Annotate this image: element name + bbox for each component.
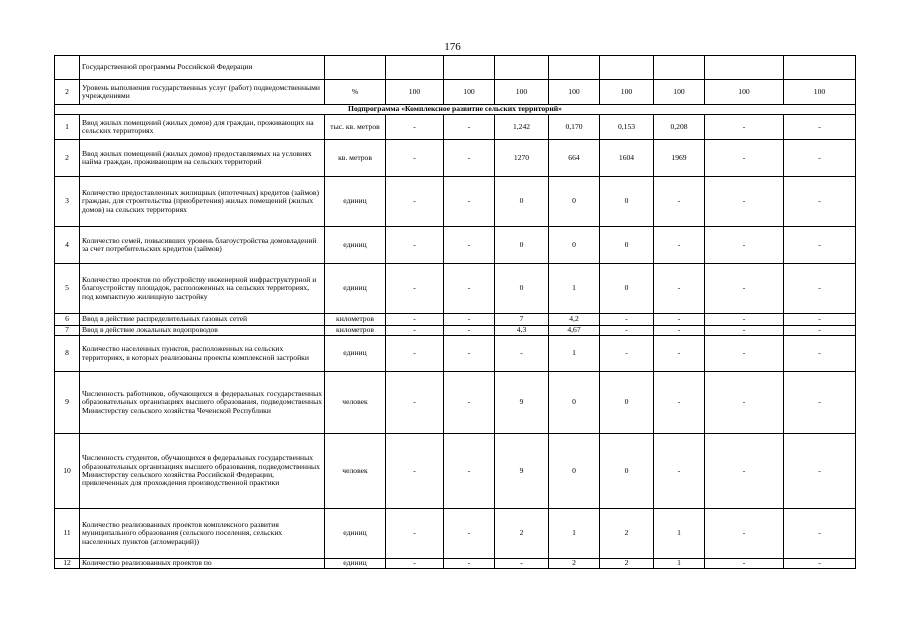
value-cell: - <box>386 140 444 177</box>
table-row <box>55 372 856 434</box>
row-number: 7 <box>55 326 80 336</box>
value-cell: - <box>654 177 705 227</box>
table-row <box>55 509 856 559</box>
value-cell: - <box>705 177 784 227</box>
table-row <box>55 264 856 314</box>
section-title: Подпрограмма «Комплексное развитие сельских территорий» <box>55 105 856 115</box>
row-number: 2 <box>55 80 80 105</box>
value-cell: 0 <box>600 227 654 264</box>
value-cell: - <box>705 140 784 177</box>
value-cell: - <box>444 336 495 372</box>
value-cell: - <box>386 115 444 140</box>
value-cell: 0 <box>549 372 600 434</box>
value-cell: - <box>654 372 705 434</box>
row-number: 12 <box>55 559 80 569</box>
value-cell: - <box>784 177 856 227</box>
table-row <box>55 56 856 80</box>
value-cell <box>444 56 495 80</box>
value-cell: 1604 <box>600 140 654 177</box>
value-cell: - <box>784 314 856 326</box>
value-cell <box>654 56 705 80</box>
indicator-name: Ввод жилых помещений (жилых домов) для граждан, проживающих на сельских территориях <box>80 115 325 140</box>
row-number: 9 <box>55 372 80 434</box>
value-cell: 2 <box>549 559 600 569</box>
value-cell: 100 <box>444 80 495 105</box>
value-cell: 1270 <box>495 140 549 177</box>
table-row <box>55 314 856 326</box>
value-cell: - <box>705 336 784 372</box>
value-cell: 0 <box>549 177 600 227</box>
value-cell <box>495 56 549 80</box>
value-cell: 664 <box>549 140 600 177</box>
value-cell: - <box>784 227 856 264</box>
indicator-name: Численность работников, обучающихся в федеральных государственных образовательных организациях высшего образования, подведомственных Министерству сельского хозяйства Чеченской Республики <box>80 372 325 434</box>
value-cell: - <box>705 434 784 509</box>
value-cell: - <box>784 115 856 140</box>
indicator-name: Количество семей, повысивших уровень благоустройства домовладений за счет потребительских кредитов (займов) <box>80 227 325 264</box>
value-cell: 0,208 <box>654 115 705 140</box>
value-cell: 100 <box>784 80 856 105</box>
value-cell: 4,67 <box>549 326 600 336</box>
value-cell: - <box>444 140 495 177</box>
value-cell: 2 <box>600 509 654 559</box>
indicators-table <box>54 55 856 569</box>
table-row <box>55 227 856 264</box>
indicator-name: Количество реализованных проектов по <box>80 559 325 569</box>
table-row <box>55 559 856 569</box>
value-cell: 1 <box>549 336 600 372</box>
table-row <box>55 140 856 177</box>
value-cell: - <box>600 326 654 336</box>
value-cell: 100 <box>705 80 784 105</box>
value-cell: 100 <box>600 80 654 105</box>
value-cell: - <box>654 264 705 314</box>
value-cell: 0,170 <box>549 115 600 140</box>
value-cell: - <box>705 314 784 326</box>
value-cell: - <box>784 336 856 372</box>
value-cell: - <box>444 115 495 140</box>
value-cell: - <box>386 372 444 434</box>
value-cell: - <box>444 559 495 569</box>
value-cell: 0 <box>495 227 549 264</box>
indicator-name: Численность студентов, обучающихся в федеральных государственных образовательных организациях высшего образования, подведомственных Министерству сельского хозяйства Российской Федерации, привлеченных для прохождения производственной практики <box>80 434 325 509</box>
value-cell: - <box>654 434 705 509</box>
value-cell: - <box>705 264 784 314</box>
value-cell: - <box>654 336 705 372</box>
table-row <box>55 326 856 336</box>
indicator-name: Количество проектов по обустройству инженерной инфраструктурной и благоустройству площадок, расположенных на сельских территориях, под компактную жилищную застройку <box>80 264 325 314</box>
table-row <box>55 177 856 227</box>
section-header-row <box>55 105 856 115</box>
unit-cell: километров <box>325 326 386 336</box>
value-cell: - <box>705 372 784 434</box>
indicator-name: Ввод в действие локальных водопроводов <box>80 326 325 336</box>
value-cell: - <box>495 559 549 569</box>
value-cell <box>600 56 654 80</box>
value-cell: - <box>654 326 705 336</box>
indicator-name: Количество реализованных проектов комплексного развития муниципального образования (сельского поселения, сельских населенных пунктов (агломераций)) <box>80 509 325 559</box>
unit-cell: единиц <box>325 336 386 372</box>
unit-cell: человек <box>325 372 386 434</box>
row-number: 6 <box>55 314 80 326</box>
value-cell: - <box>784 326 856 336</box>
value-cell: - <box>654 227 705 264</box>
value-cell: 0 <box>600 372 654 434</box>
value-cell: 0 <box>549 227 600 264</box>
value-cell: - <box>705 326 784 336</box>
value-cell: - <box>444 264 495 314</box>
page-number: 176 <box>444 41 461 53</box>
table-row <box>55 336 856 372</box>
indicator-name: Количество населенных пунктов, расположенных на сельских территориях, в которых реализованы проекты комплексной застройки <box>80 336 325 372</box>
value-cell <box>705 56 784 80</box>
value-cell: - <box>444 326 495 336</box>
value-cell: - <box>386 177 444 227</box>
indicator-name: Уровень выполнения государственных услуг (работ) подведомственными учреждениями <box>80 80 325 105</box>
row-number: 1 <box>55 115 80 140</box>
row-number: 2 <box>55 140 80 177</box>
value-cell: 100 <box>654 80 705 105</box>
value-cell: 0 <box>600 434 654 509</box>
value-cell: 0 <box>600 177 654 227</box>
value-cell: 0,153 <box>600 115 654 140</box>
value-cell: 1 <box>654 559 705 569</box>
unit-cell <box>325 56 386 80</box>
unit-cell: единиц <box>325 559 386 569</box>
value-cell: - <box>784 140 856 177</box>
value-cell: - <box>705 227 784 264</box>
table-row <box>55 80 856 105</box>
value-cell: - <box>444 509 495 559</box>
value-cell: 9 <box>495 434 549 509</box>
unit-cell: единиц <box>325 227 386 264</box>
value-cell: - <box>444 314 495 326</box>
unit-cell: кв. метров <box>325 140 386 177</box>
row-number: 4 <box>55 227 80 264</box>
value-cell: - <box>386 336 444 372</box>
value-cell <box>386 56 444 80</box>
value-cell: 1 <box>549 509 600 559</box>
unit-cell: % <box>325 80 386 105</box>
value-cell <box>549 56 600 80</box>
value-cell: - <box>784 372 856 434</box>
value-cell: 4,3 <box>495 326 549 336</box>
table-row <box>55 434 856 509</box>
row-number: 11 <box>55 509 80 559</box>
value-cell: - <box>784 559 856 569</box>
unit-cell: единиц <box>325 509 386 559</box>
row-number: 3 <box>55 177 80 227</box>
indicator-name: Государственной программы Российской Федерации <box>80 56 325 80</box>
value-cell: 100 <box>386 80 444 105</box>
value-cell: 1 <box>654 509 705 559</box>
value-cell: - <box>784 434 856 509</box>
value-cell: 100 <box>495 80 549 105</box>
value-cell: 100 <box>549 80 600 105</box>
value-cell: - <box>600 314 654 326</box>
value-cell: 0 <box>495 264 549 314</box>
value-cell: 0 <box>549 434 600 509</box>
value-cell: - <box>705 115 784 140</box>
indicator-name: Ввод жилых помещений (жилых домов) предоставляемых на условиях найма граждан, проживающим на сельских территорий <box>80 140 325 177</box>
unit-cell: тыс. кв. метров <box>325 115 386 140</box>
value-cell: - <box>784 509 856 559</box>
value-cell: - <box>386 264 444 314</box>
value-cell: - <box>705 559 784 569</box>
unit-cell: единиц <box>325 264 386 314</box>
value-cell: 2 <box>495 509 549 559</box>
unit-cell: человек <box>325 434 386 509</box>
value-cell: 0 <box>600 264 654 314</box>
value-cell: - <box>444 177 495 227</box>
value-cell: - <box>386 559 444 569</box>
row-number: 8 <box>55 336 80 372</box>
value-cell: 1969 <box>654 140 705 177</box>
row-number <box>55 56 80 80</box>
value-cell: - <box>654 314 705 326</box>
value-cell: 1,242 <box>495 115 549 140</box>
unit-cell: километров <box>325 314 386 326</box>
value-cell: 9 <box>495 372 549 434</box>
value-cell: - <box>784 264 856 314</box>
value-cell: - <box>444 372 495 434</box>
value-cell: - <box>444 434 495 509</box>
value-cell: 2 <box>600 559 654 569</box>
value-cell: - <box>386 314 444 326</box>
row-number: 5 <box>55 264 80 314</box>
value-cell: - <box>386 509 444 559</box>
value-cell <box>784 56 856 80</box>
value-cell: - <box>386 434 444 509</box>
value-cell: 1 <box>549 264 600 314</box>
value-cell: - <box>444 227 495 264</box>
value-cell: - <box>386 326 444 336</box>
table-row <box>55 115 856 140</box>
value-cell: - <box>705 509 784 559</box>
value-cell: 7 <box>495 314 549 326</box>
unit-cell: единиц <box>325 177 386 227</box>
value-cell: - <box>600 336 654 372</box>
value-cell: - <box>495 336 549 372</box>
value-cell: - <box>386 227 444 264</box>
value-cell: 0 <box>495 177 549 227</box>
indicator-name: Количество предоставленных жилищных (ипотечных) кредитов (займов) граждан, для строительства (приобретения) жилых помещений (жилых домов) на сельских территориях <box>80 177 325 227</box>
indicator-name: Ввод в действие распределительных газовых сетей <box>80 314 325 326</box>
value-cell: 4,2 <box>549 314 600 326</box>
row-number: 10 <box>55 434 80 509</box>
